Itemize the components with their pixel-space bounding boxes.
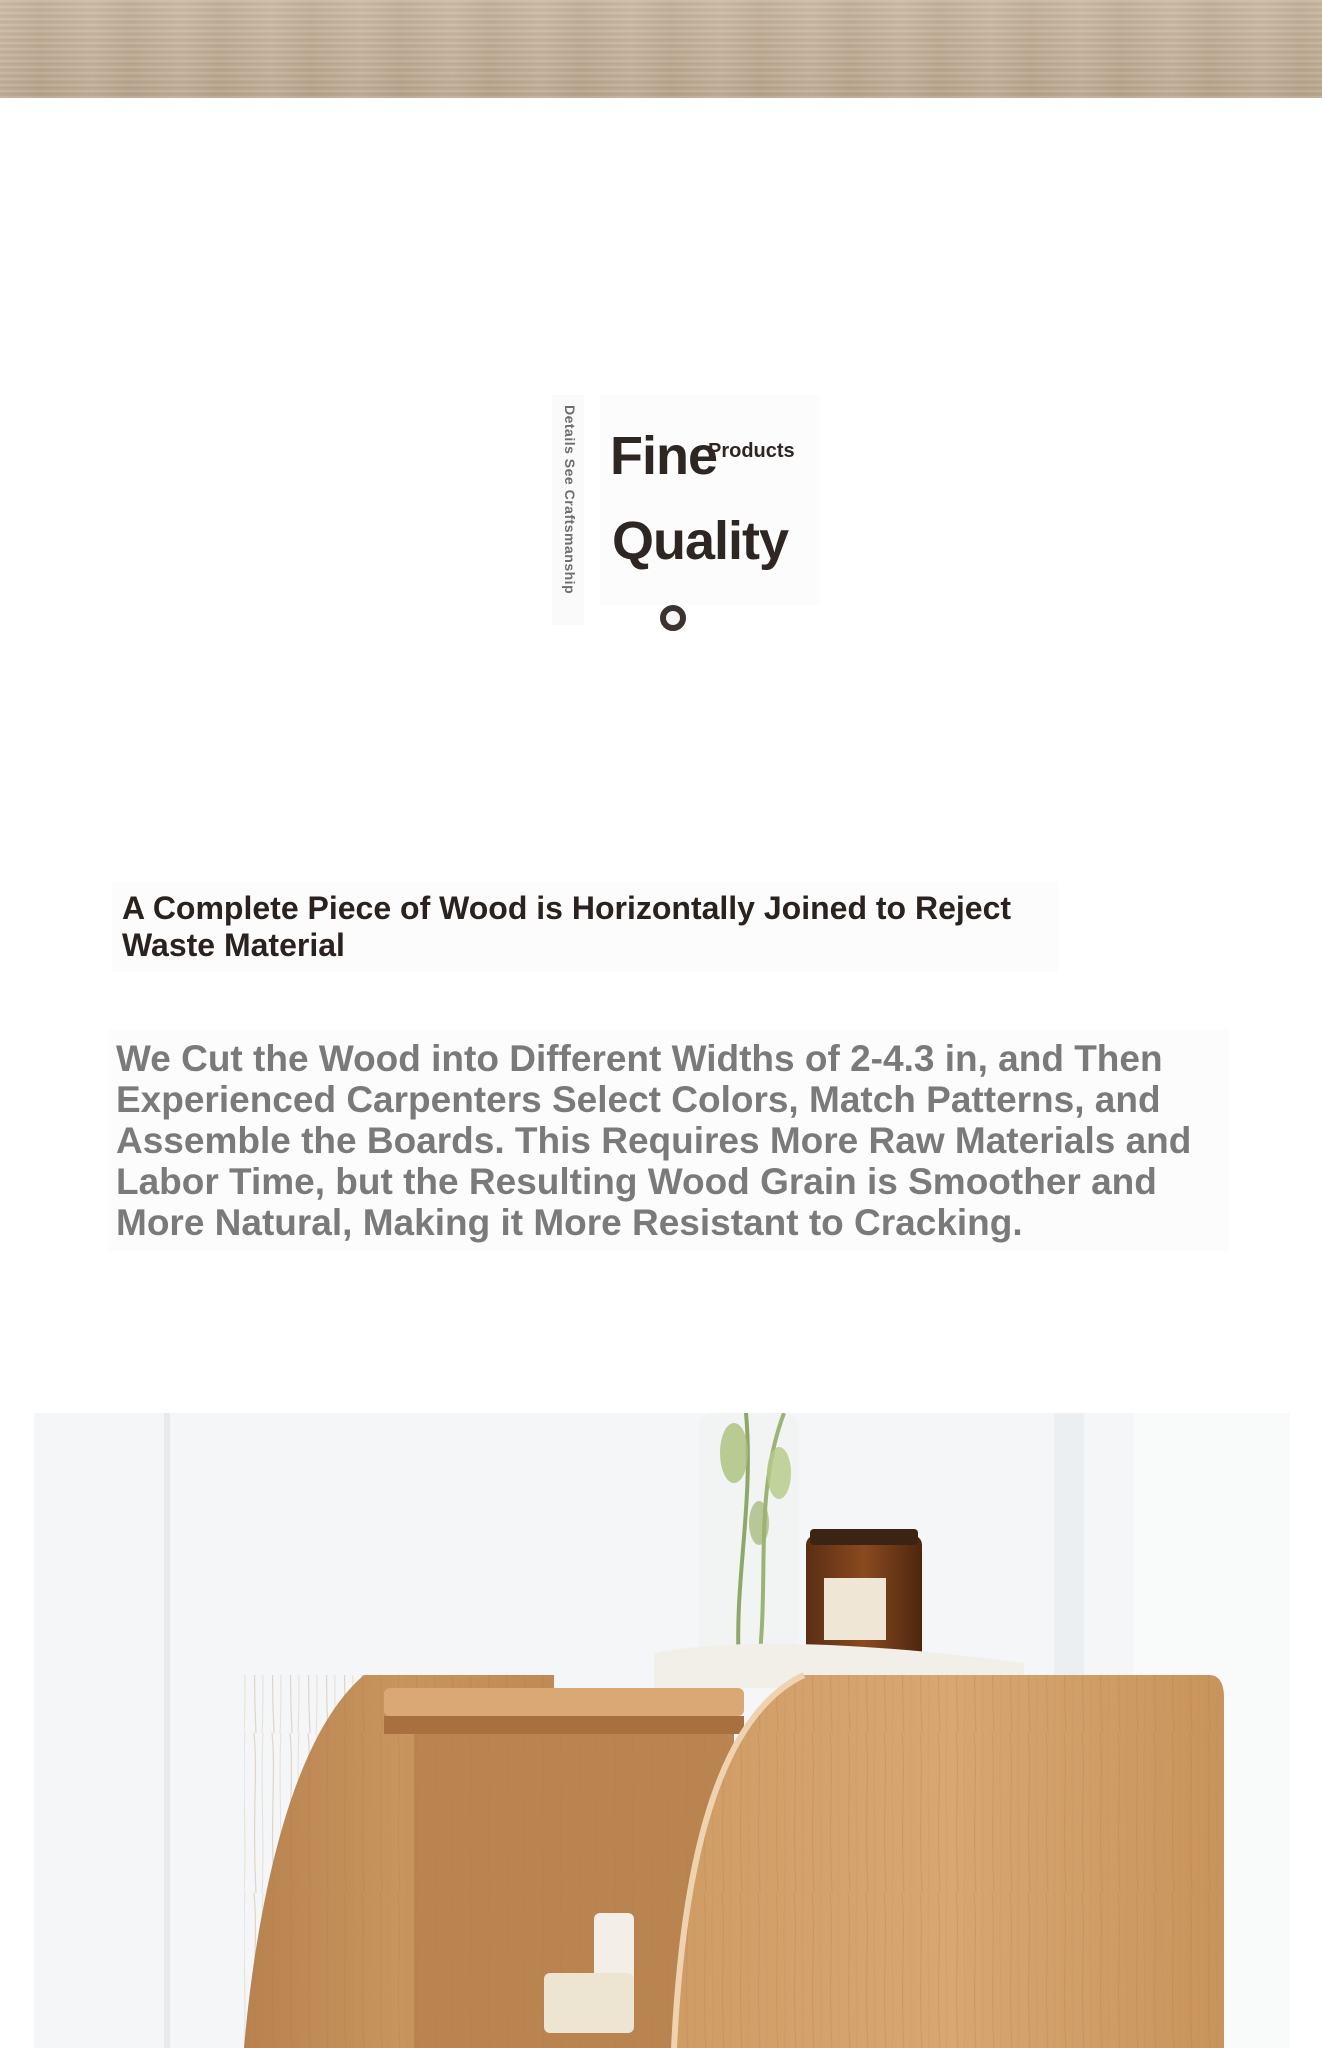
title-word-products: Products xyxy=(708,440,795,462)
headline-panel xyxy=(112,882,1058,972)
section-body-text: We Cut the Wood into Different Widths of 2-4.3 in, and Then Experienced Carpenters Select Colors, Match Patterns, and Assemble the Boards. This Requires More Raw Materials and Labor Time, but the Resulting Wood Grain is Smoother and More Natural, Making it More Resistant to Cracking. xyxy=(116,1038,1192,1243)
wood-grain-banner xyxy=(0,0,1322,98)
body-panel xyxy=(108,1030,1229,1251)
product-photo xyxy=(34,1413,1290,2048)
title-word-fine: Fine xyxy=(610,426,718,486)
title-word-quality: Quality xyxy=(612,511,789,571)
vertical-caption: Details See Craftsmanship xyxy=(562,405,578,595)
ring-dot-icon xyxy=(660,605,686,631)
section-headline: A Complete Piece of Wood is Horizontally Joined to Reject Waste Material xyxy=(122,890,1012,963)
section-title-block xyxy=(500,395,820,625)
